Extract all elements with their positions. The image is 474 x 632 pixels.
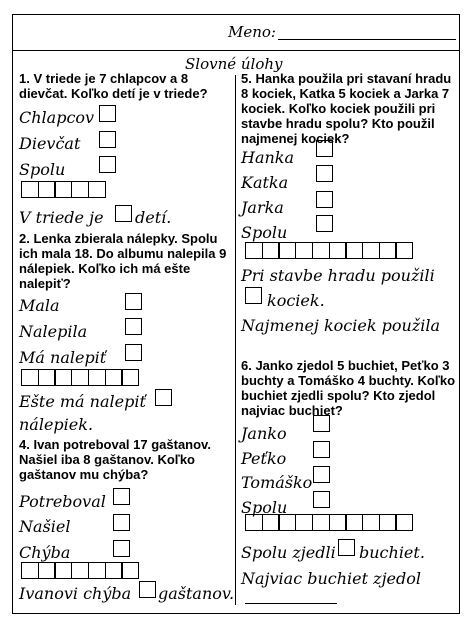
problem-5-answer-box[interactable]	[245, 287, 262, 304]
problem-6-row-1-box[interactable]	[313, 415, 330, 432]
problem-5-row-3-label: Jarka	[241, 198, 284, 217]
problem-4-row-2-box[interactable]	[113, 514, 130, 531]
problem-4-row-3-box[interactable]	[113, 540, 130, 557]
problem-6-row-2-label: Peťko	[241, 449, 287, 468]
problem-5-row-1-box[interactable]	[316, 140, 333, 157]
problem-4-row-2-label: Našiel	[19, 517, 71, 536]
problem-6-question: 6. Janko zjedol 5 buchiet, Peťko 3 buchty a Tomáško 4 buchty. Koľko buchiet zjedli spolu? Kto zjedol najviac buchiet?	[241, 358, 456, 418]
problem-5-answer-text: Pri stavbe hradu použili	[241, 266, 435, 285]
problem-5-row-1-label: Hanka	[241, 148, 295, 167]
problem-1-question: 1. V triede je 7 chlapcov a 8 dievčat. Koľko detí je v triede?	[19, 71, 208, 101]
column-divider	[235, 75, 236, 605]
problem-1-row-2-box[interactable]	[99, 131, 116, 148]
problem-6-row-3-label: Tomáško	[241, 473, 313, 492]
problem-1-calc-strip[interactable]	[21, 181, 105, 198]
problem-1-row-1-label: Chlapcov	[19, 108, 95, 127]
problem-4-row-3-label: Chýba	[19, 543, 71, 562]
problem-4-question: 4. Ivan potreboval 17 gaštanov. Našiel iba 8 gaštanov. Koľko gaštanov mu chýba?	[19, 437, 211, 482]
problem-2-question: 2. Lenka zbierala nálepky. Spolu ich mala 18. Do albumu nalepila 9 nálepiek. Koľko ich má ešte nalepiť?	[19, 231, 227, 291]
problem-5-row-4-label: Spolu	[241, 223, 288, 242]
problem-5-answer-who: Najmenej kociek použila	[241, 316, 440, 335]
problem-5-row-2-label: Katka	[241, 173, 289, 192]
problem-4-row-1-label: Potreboval	[19, 492, 106, 511]
problem-1-row-3-box[interactable]	[99, 156, 116, 173]
problem-5-calc-strip[interactable]	[245, 242, 412, 259]
problem-2-row-1-label: Mala	[19, 296, 60, 315]
problem-5-answer-unit: kociek.	[267, 291, 325, 310]
problem-6-row-4-box[interactable]	[313, 491, 330, 508]
problem-2-row-2-box[interactable]	[125, 318, 142, 335]
worksheet	[12, 14, 460, 614]
problem-1-answer-text: V triede je	[19, 208, 104, 227]
problem-6-answer-text: Spolu zjedli	[241, 543, 336, 562]
problem-4-answer-unit: gaštanov.	[158, 584, 235, 603]
problem-2-answer-unit: nálepiek.	[19, 415, 94, 434]
problem-5-question: 5. Hanka použila pri stavaní hradu 8 kociek, Katka 5 kociek a Jarka 7 kociek. Koľko kociek použili pri stavbe hradu spolu? Kto použil najmenej kociek?	[241, 71, 452, 146]
problem-5-row-2-box[interactable]	[316, 165, 333, 182]
problem-6-row-2-box[interactable]	[313, 441, 330, 458]
problem-1-row-3-label: Spolu	[19, 160, 66, 179]
problem-6-row-4-label: Spolu	[241, 498, 288, 517]
name-label: Meno:	[228, 23, 276, 41]
problem-5-row-4-box[interactable]	[316, 215, 333, 232]
problem-1-answer-box[interactable]	[115, 205, 132, 222]
problem-6-answer-line[interactable]	[245, 603, 337, 604]
problem-4-calc-strip[interactable]	[21, 562, 138, 579]
problem-1-row-1-box[interactable]	[99, 105, 116, 122]
problem-6-answer-unit: buchiet.	[359, 543, 425, 562]
problem-5-row-3-box[interactable]	[316, 191, 333, 208]
problem-2-answer-box[interactable]	[155, 389, 172, 406]
problem-4-row-1-box[interactable]	[113, 488, 130, 505]
problem-1-row-2-label: Dievčat	[19, 134, 81, 153]
problem-2-calc-strip[interactable]	[21, 369, 138, 386]
problem-6-calc-strip[interactable]	[245, 514, 412, 531]
problem-2-row-3-box[interactable]	[125, 344, 142, 361]
problem-1-answer-unit: detí.	[135, 208, 172, 227]
problem-6-row-3-box[interactable]	[313, 466, 330, 483]
problem-2-row-1-box[interactable]	[125, 293, 142, 310]
page-title: Slovné úlohy	[185, 55, 283, 73]
problem-6-answer-who: Najviac buchiet zjedol	[241, 569, 422, 588]
problem-6-row-1-label: Janko	[241, 424, 287, 443]
problem-6-answer-box[interactable]	[338, 539, 355, 556]
problem-2-row-2-label: Nalepila	[19, 322, 88, 341]
name-line[interactable]	[278, 39, 456, 40]
problem-2-answer-text: Ešte má nalepiť	[19, 392, 146, 411]
problem-4-answer-text: Ivanovi chýba	[19, 584, 132, 603]
header-divider	[13, 50, 459, 51]
problem-4-answer-box[interactable]	[139, 581, 156, 598]
problem-2-row-3-label: Má nalepiť	[19, 348, 107, 367]
